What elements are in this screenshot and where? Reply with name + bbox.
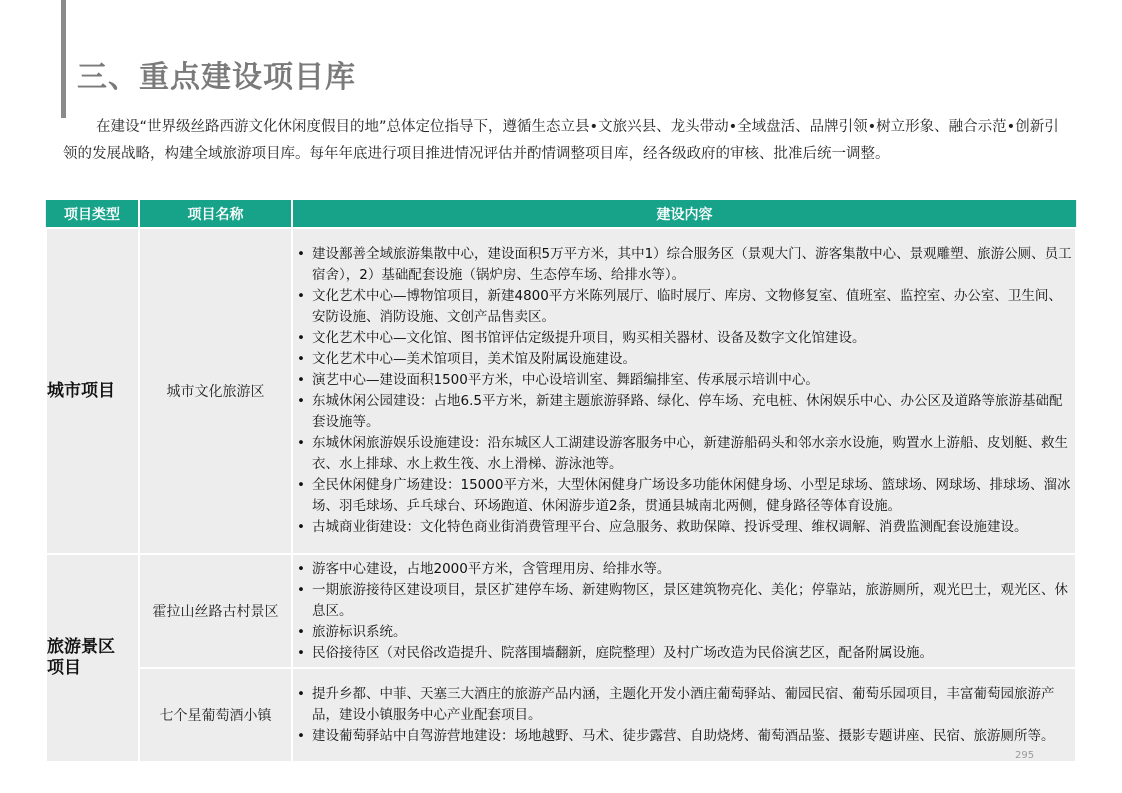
content-item: • 一期旅游接待区建设项目，景区扩建停车场、新建购物区，景区建筑物亮化、美化；停靠站，旅游厕所，观光巴士，观光区、休息区。	[293, 580, 1075, 622]
content-item: • 建设葡萄驿站中自驾游营地建设：场地越野、马术、徒步露营、自助烧烤、葡萄酒品鉴、摄影专题讲座、民宿、旅游厕所等。	[293, 726, 1075, 747]
project-name: 霍拉山丝路古村景区	[139, 554, 292, 668]
content-item: • 演艺中心—建设面积1500平方米，中心设培训室、舞蹈编排室、传承展示培训中心。	[293, 370, 1075, 391]
table-header-row	[46, 200, 1076, 228]
project-name: 七个星葡萄酒小镇	[139, 668, 292, 762]
content-item: • 提升乡都、中菲、天塞三大酒庄的旅游产品内涵，主题化开发小酒庄葡萄驿站、葡园民宿、葡萄乐园项目，丰富葡萄园旅游产品，建设小镇服务中心产业配套项目。	[293, 684, 1075, 726]
content-item: • 东城休闲旅游娱乐设施建设：沿东城区人工湖建设游客服务中心，新建游船码头和邻水亲水设施，购置水上游船、皮划艇、救生衣、水上排球、水上救生筏、水上滑梯、游泳池等。	[293, 433, 1075, 475]
project-name: 城市文化旅游区	[139, 228, 292, 554]
header-project-name: 项目名称	[139, 200, 292, 228]
table-row	[46, 228, 1076, 554]
header-project-type: 项目类型	[46, 200, 139, 228]
header-construction-content: 建设内容	[292, 200, 1076, 228]
content-list	[293, 684, 1075, 747]
page-number: 295	[1015, 750, 1035, 761]
content-item: • 文化艺术中心—文化馆、图书馆评估定级提升项目，购买相关器材、设备及数字文化馆建设。	[293, 328, 1075, 349]
content-item: • 文化艺术中心—博物馆项目，新建4800平方米陈列展厅、临时展厅、库房、文物修复室、值班室、监控室、办公室、卫生间、安防设施、消防设施、文创产品售卖区。	[293, 286, 1075, 328]
table-row	[46, 668, 1076, 762]
type-line: 旅游景区	[47, 637, 115, 657]
content-item: • 文化艺术中心—美术馆项目，美术馆及附属设施建设。	[293, 349, 1075, 370]
intro-paragraph: 在建设“世界级丝路西游文化休闲度假目的地”总体定位指导下，遵循生态立县•文旅兴县、龙头带动•全域盘活、品牌引领•树立形象、融合示范•创新引领的发展战略，构建全域旅游项目库。每年年底进行项目推进情况评估并酌情调整项目库，经各级政府的审核、批准后统一调整。	[63, 119, 1059, 162]
content-item: • 古城商业街建设：文化特色商业街消费管理平台、应急服务、救助保障、投诉受理、维权调解、消费监测配套设施建设。	[293, 517, 1075, 538]
content-item: • 游客中心建设，占地2000平方米，含管理用房、给排水等。	[293, 559, 1075, 580]
content-list	[293, 244, 1075, 538]
project-type-scenic	[46, 554, 139, 762]
content-item: • 东城休闲公园建设：占地6.5平方米，新建主题旅游驿路、绿化、停车场、充电桩、休闲娱乐中心、办公区及道路等旅游基础配套设施等。	[293, 391, 1075, 433]
table-row	[46, 554, 1076, 668]
project-table	[45, 200, 1077, 763]
construction-content	[292, 554, 1076, 668]
construction-content	[292, 228, 1076, 554]
project-type-city: 城市项目	[46, 228, 139, 554]
content-item: • 旅游标识系统。	[293, 622, 1075, 643]
content-list	[293, 559, 1075, 664]
title-accent-bar	[61, 0, 66, 118]
content-item: • 民俗接待区（对民俗改造提升、院落围墙翻新，庭院整理）及村广场改造为民俗演艺区，配备附属设施。	[293, 643, 1075, 664]
content-item: • 全民休闲健身广场建设：15000平方米，大型休闲健身广场设多功能休闲健身场、小型足球场、篮球场、网球场、排球场、溜冰场、羽毛球场、乒乓球台、环场跑道、休闲游步道2条，贯通县城南北两侧，健身路径等体育设施。	[293, 475, 1075, 517]
page-title: 三、重点建设项目库	[77, 60, 356, 95]
type-line: 项目	[47, 658, 81, 678]
content-item: • 建设鄯善全域旅游集散中心，建设面积5万平方米，其中1）综合服务区（景观大门、游客集散中心、景观雕塑、旅游公厕、员工宿舍），2）基础配套设施（锅炉房、生态停车场、给排水等）。	[293, 244, 1075, 286]
construction-content	[292, 668, 1076, 762]
